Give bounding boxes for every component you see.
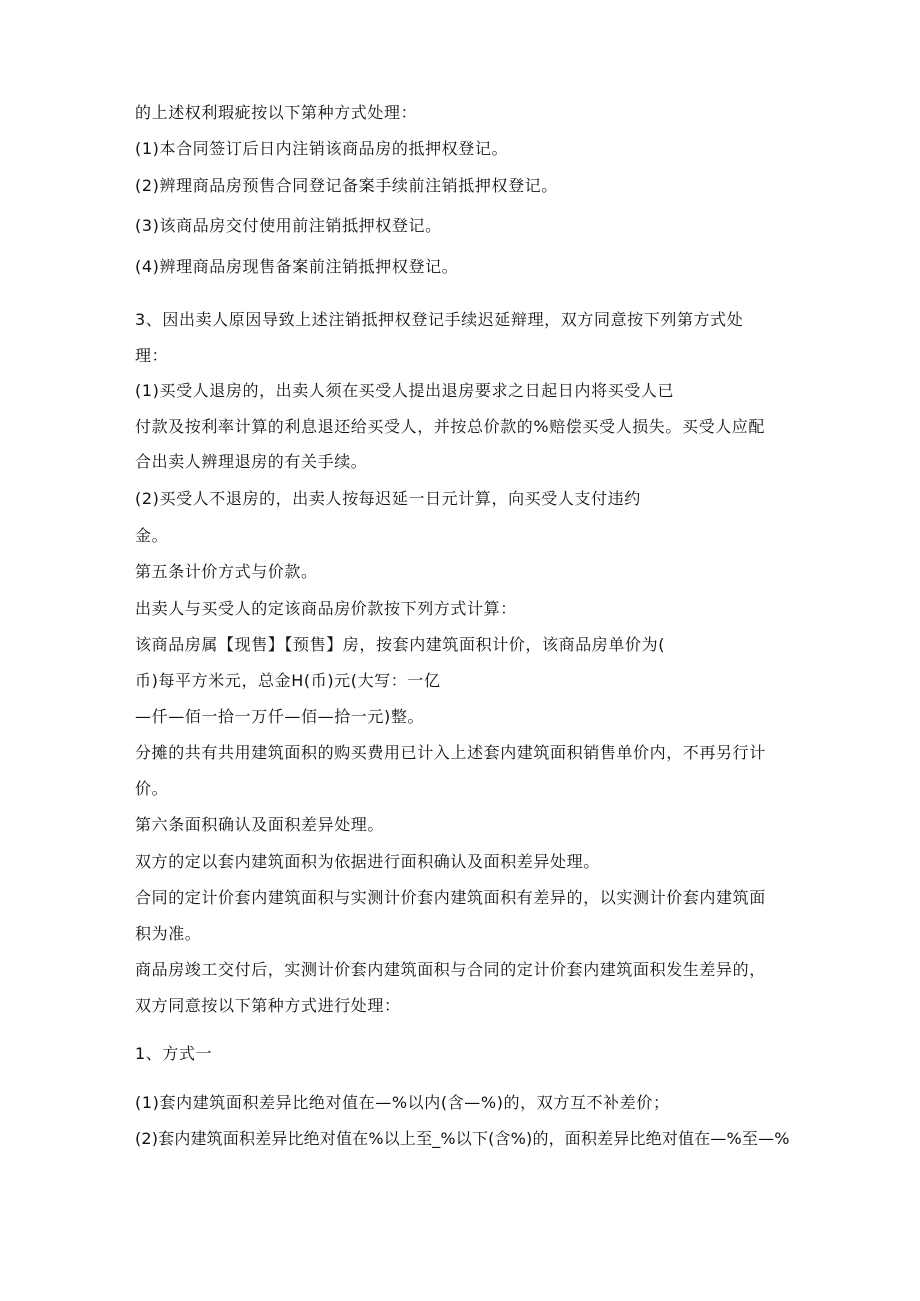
text-line: 合出卖人辨理退房的有关手续。 (135, 452, 368, 471)
text-line: 合同的定计价套内建筑面积与实测计价套内建筑面积有差异的，以实测计价套内建筑面 (135, 888, 766, 907)
text-line: (1)本合同签订后日内注销该商品房的抵押权登记。 (135, 139, 509, 158)
text-line: 商品房竣工交付后，实测计价套内建筑面积与合同的定计价套内建筑面积发生差异的， (135, 960, 766, 979)
text-line: 第六条面积确认及面积差异处理。 (135, 815, 385, 834)
text-line: 该商品房属【现售】【预售】房，按套内建筑面积计价，该商品房单价为( (135, 635, 666, 654)
text-line: 分摊的共有共用建筑面积的购买费用已计入上述套内建筑面积销售单价内，不再另行计 (135, 743, 766, 762)
text-line: 币)每平方米元，总金H(币)元(大写：一亿 (135, 671, 441, 690)
text-line: (4)辨理商品房现售备案前注销抵押权登记。 (135, 257, 459, 276)
text-line: 积为准。 (135, 924, 202, 943)
text-line: 的上述权利瑕疵按以下第种方式处理： (135, 103, 418, 122)
text-line: (1)套内建筑面积差异比绝对值在—%以内(含—%)的，双方互不补差价； (135, 1093, 670, 1112)
text-line: 3、因出卖人原因导致上述注销抵押权登记手续迟延辩理，双方同意按下列第方式处 (135, 310, 744, 329)
text-line: (1)买受人退房的，出卖人须在买受人提出退房要求之日起日内将买受人已 (135, 381, 675, 400)
text-line: 双方的定以套内建筑面积为依据进行面积确认及面积差异处理。 (135, 852, 600, 871)
text-line: 出卖人与买受人的定该商品房价款按下列方式计算： (135, 599, 517, 618)
text-line: (3)该商品房交付使用前注销抵押权登记。 (135, 216, 442, 235)
text-line: 理： (135, 346, 169, 365)
text-line: 双方同意按以下第种方式进行处理： (135, 996, 401, 1015)
text-line: 金。 (135, 526, 169, 545)
text-line: 1、方式一 (135, 1044, 213, 1063)
text-line: 第五条计价方式与价款。 (135, 562, 318, 581)
text-line: (2)买受人不退房的，出卖人按每迟延一日元计算，向买受人支付违约 (135, 489, 641, 508)
text-line: (2)辨理商品房预售合同登记备案手续前注销抵押权登记。 (135, 176, 558, 195)
text-line: 付款及按利率计算的利息退还给买受人，并按总价款的%赔偿买受人损失。买受人应配 (135, 417, 766, 436)
text-line: (2)套内建筑面积差异比绝对值在%以上至_%以下(含%)的，面积差异比绝对值在—%至—% (135, 1129, 790, 1148)
text-line: —仟—佰一拾一万仟—佰—拾一元)整。 (135, 707, 425, 726)
text-line: 价。 (135, 779, 169, 798)
